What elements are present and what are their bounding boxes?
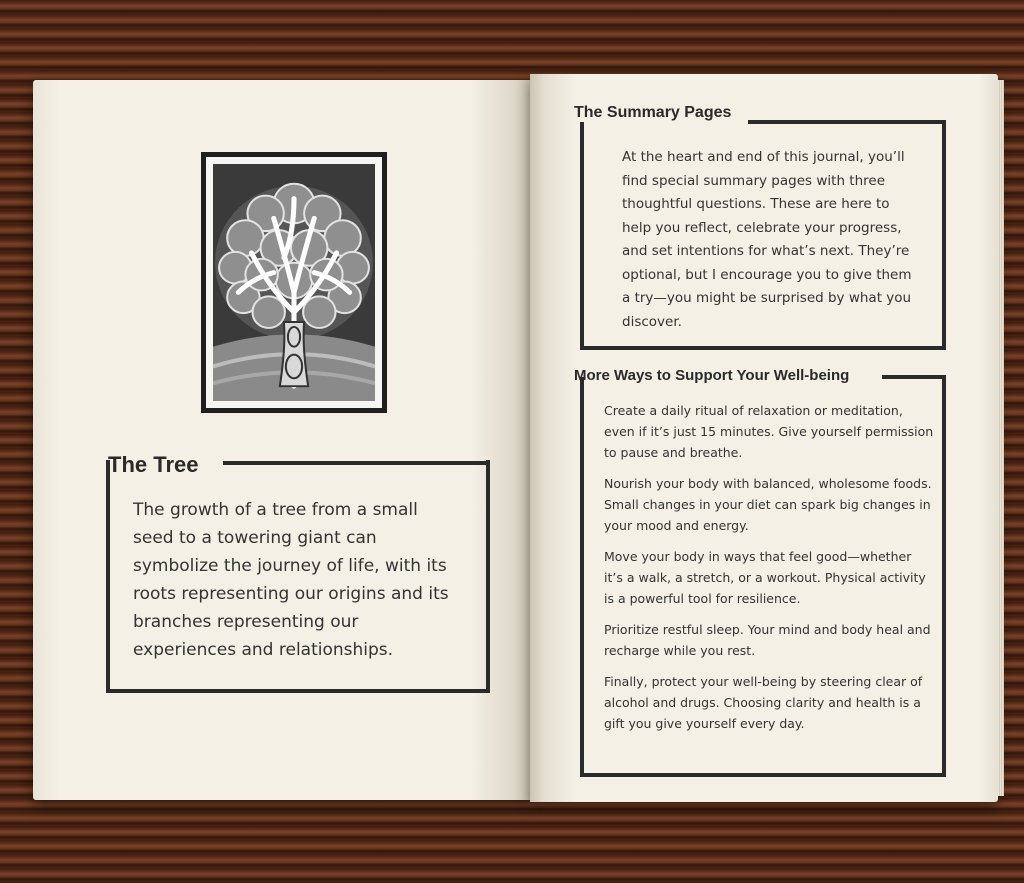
page-edges — [998, 80, 1004, 796]
tree-illustration-icon — [213, 164, 375, 401]
wellbeing-item: Prioritize restful sleep. Your mind and body heal and recharge while you rest. — [604, 622, 931, 658]
tree-illustration-frame — [201, 152, 387, 413]
wellbeing-item: Nourish your body with balanced, wholesome foods. Small changes in your diet can spark big changes in your mood and energy. — [604, 476, 932, 533]
left-page — [33, 80, 531, 800]
wellbeing-section-title: More Ways to Support Your Well-being — [574, 367, 850, 384]
wellbeing-list — [604, 400, 934, 744]
summary-section-body: At the heart and end of this journal, you’ll find special summary pages with three thoughtful questions. These are here to help you reflect, celebrate your progress, and set intentions for what’s next. They’re optional, but I encourage you to give them a try—you might be surprised by what you discover. — [622, 149, 912, 330]
wellbeing-item: Create a daily ritual of relaxation or meditation, even if it’s just 15 minutes. Give yourself permission to pause and breathe. — [604, 403, 934, 460]
wellbeing-item: Finally, protect your well-being by steering clear of alcohol and drugs. Choosing clarity and health is a gift you give yourself every day. — [604, 674, 923, 731]
summary-section-title: The Summary Pages — [574, 104, 732, 121]
tree-section-body: The growth of a tree from a small seed to a towering giant can symbolize the journey of life, with its roots representing our origins and its branches representing our experiences and relationships. — [133, 500, 449, 660]
wellbeing-item: Move your body in ways that feel good—whether it’s a walk, a stretch, or a workout. Physical activity is a powerful tool for resilience. — [604, 549, 926, 606]
right-page — [530, 74, 998, 802]
tree-section-title: The Tree — [108, 452, 199, 477]
